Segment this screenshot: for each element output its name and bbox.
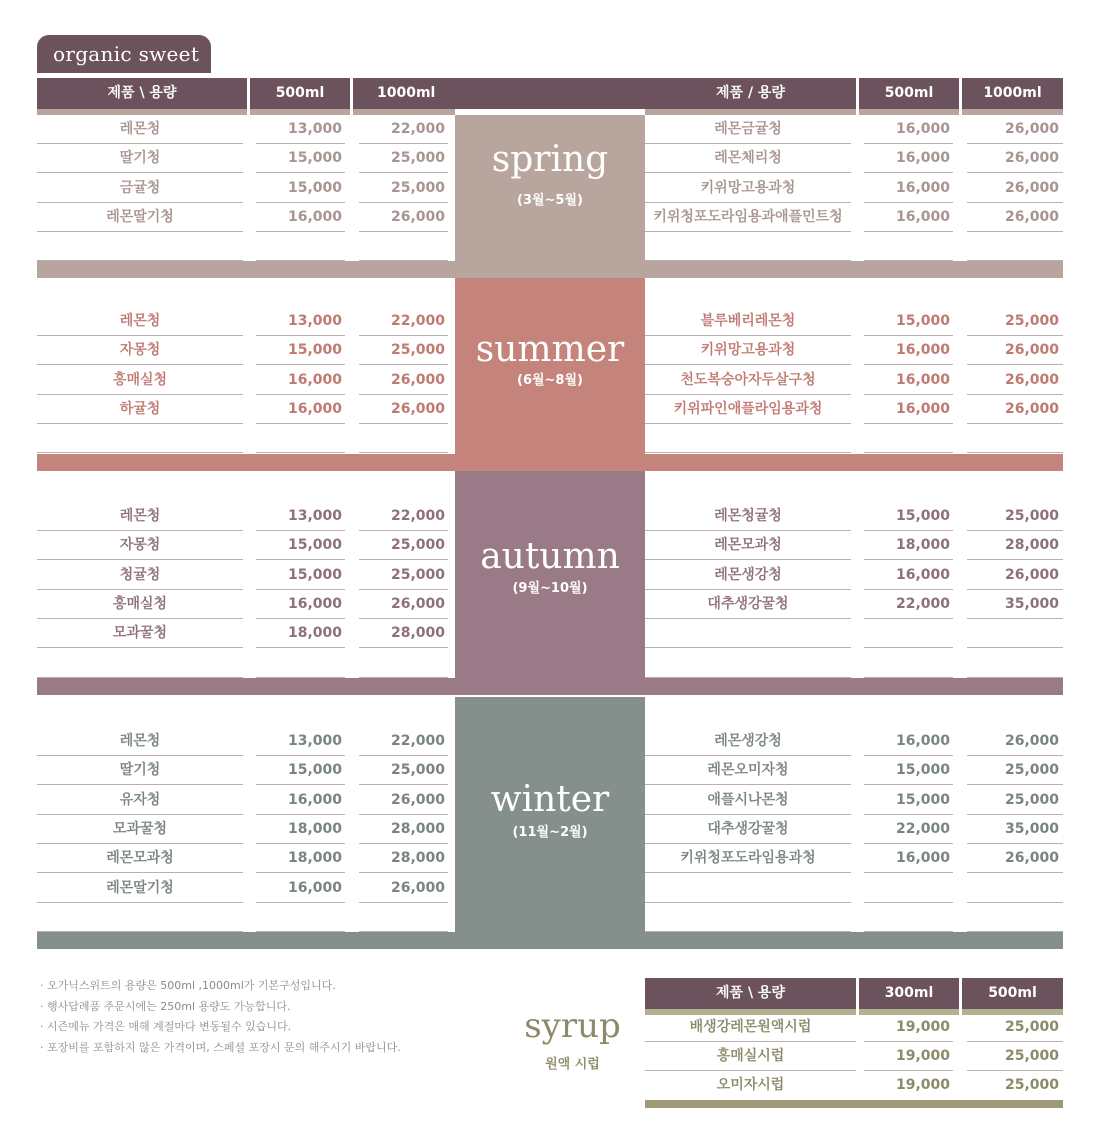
product-name: 딸기청 (37, 144, 243, 173)
product-name: 자몽청 (37, 531, 243, 560)
product-name: 홍매실청 (37, 366, 243, 395)
price-p1000: 26,000 (967, 366, 1063, 395)
syrup-subtitle: 원액 시럽 (545, 1057, 600, 1072)
brand-tab: organic sweet (37, 35, 211, 73)
product-name: 레몬청 (37, 115, 243, 144)
price-p1000: 26,000 (359, 203, 448, 232)
season-band (37, 454, 1063, 471)
empty-cell (967, 874, 1063, 903)
empty-cell (645, 619, 851, 648)
price-p500: 15,000 (256, 756, 345, 785)
price-p1000: 28,000 (359, 619, 448, 648)
price-p1000: 28,000 (967, 531, 1063, 560)
syrup-price-p500: 25,000 (1004, 1077, 1059, 1093)
empty-cell (359, 903, 448, 932)
price-p500: 16,000 (864, 203, 953, 232)
syrup-band (645, 1100, 1063, 1108)
price-p1000: 25,000 (359, 144, 448, 173)
price-p1000: 26,000 (967, 174, 1063, 203)
product-name: 레몬딸기청 (37, 203, 243, 232)
price-p500: 16,000 (864, 727, 953, 756)
empty-cell (864, 903, 953, 932)
header-left-500: 500ml (250, 78, 350, 109)
product-name: 레몬딸기청 (37, 874, 243, 903)
product-name: 키위망고용과청 (645, 336, 851, 365)
product-name: 레몬생강청 (645, 727, 851, 756)
product-name: 키위청포도라임용과청 (645, 844, 851, 873)
season-band (37, 932, 1063, 949)
price-p500: 13,000 (256, 115, 345, 144)
empty-cell (359, 232, 448, 261)
price-p500: 16,000 (864, 395, 953, 424)
syrup-price-p300: 19,000 (895, 1077, 950, 1093)
product-name: 레몬오미자청 (645, 756, 851, 785)
empty-cell (967, 232, 1063, 261)
product-name: 키위망고용과청 (645, 174, 851, 203)
product-name: 홍매실청 (37, 590, 243, 619)
price-p1000: 28,000 (359, 844, 448, 873)
price-p1000: 25,000 (967, 786, 1063, 815)
empty-cell (864, 874, 953, 903)
price-p1000: 22,000 (359, 307, 448, 336)
product-name: 레몬생강청 (645, 561, 851, 590)
price-p1000: 26,000 (359, 366, 448, 395)
price-p1000: 35,000 (967, 590, 1063, 619)
price-p500: 22,000 (864, 815, 953, 844)
empty-cell (645, 903, 851, 932)
price-p1000: 26,000 (359, 786, 448, 815)
price-p1000: 26,000 (967, 844, 1063, 873)
syrup-name: 배생강레몬원액시럽 (645, 1013, 856, 1042)
price-p1000: 26,000 (359, 590, 448, 619)
notes-list (40, 976, 480, 1058)
price-p500: 15,000 (864, 307, 953, 336)
syrup-name: 오미자시럽 (716, 1077, 785, 1093)
empty-cell (967, 424, 1063, 453)
price-p500: 16,000 (256, 203, 345, 232)
syrup-price-p500: 25,000 (967, 1042, 1063, 1071)
empty-cell (645, 874, 851, 903)
price-p500: 16,000 (864, 844, 953, 873)
product-name: 레몬청 (37, 727, 243, 756)
product-name: 레몬체리청 (645, 144, 851, 173)
price-p500: 15,000 (256, 144, 345, 173)
product-name: 대추생강꿀청 (645, 590, 851, 619)
empty-cell (256, 903, 345, 932)
season-name: autumn (480, 536, 620, 577)
season-band (37, 261, 1063, 278)
product-name: 키위파인애플라임용과청 (645, 395, 851, 424)
product-name: 모과꿀청 (37, 815, 243, 844)
price-p500: 16,000 (864, 336, 953, 365)
price-p1000: 26,000 (967, 336, 1063, 365)
price-p500: 16,000 (864, 144, 953, 173)
empty-cell (864, 232, 953, 261)
price-p500: 13,000 (256, 502, 345, 531)
note-item: · 행사답례품 주문시에는 250ml 용량도 가능합니다. (40, 999, 291, 1013)
price-p500: 18,000 (256, 844, 345, 873)
price-p500: 16,000 (256, 786, 345, 815)
empty-cell (256, 424, 345, 453)
header-right-1000: 1000ml (962, 78, 1063, 109)
syrup-header-300: 300ml (859, 978, 959, 1009)
empty-cell (864, 649, 953, 678)
price-p1000: 25,000 (967, 307, 1063, 336)
price-p1000: 25,000 (359, 174, 448, 203)
empty-cell (256, 232, 345, 261)
price-p500: 16,000 (256, 366, 345, 395)
price-p500: 16,000 (256, 395, 345, 424)
price-p1000: 25,000 (967, 502, 1063, 531)
price-p1000: 26,000 (359, 874, 448, 903)
price-p1000: 25,000 (359, 756, 448, 785)
product-name: 대추생강꿀청 (645, 815, 851, 844)
empty-cell (864, 424, 953, 453)
empty-cell (645, 424, 851, 453)
price-p1000: 22,000 (359, 502, 448, 531)
product-name: 레몬모과청 (37, 844, 243, 873)
price-p1000: 26,000 (967, 395, 1063, 424)
price-p500: 22,000 (864, 590, 953, 619)
note-item: · 포장비를 포함하지 않은 가격이며, 스페셜 포장시 문의 해주시기 바랍니다. (40, 1040, 401, 1054)
price-p1000: 25,000 (967, 756, 1063, 785)
header-right-500: 500ml (859, 78, 959, 109)
empty-cell (967, 619, 1063, 648)
empty-cell (967, 903, 1063, 932)
price-p500: 15,000 (864, 786, 953, 815)
empty-cell (645, 232, 851, 261)
price-p1000: 25,000 (359, 531, 448, 560)
price-p1000: 26,000 (967, 561, 1063, 590)
price-p1000: 35,000 (967, 815, 1063, 844)
price-p1000: 26,000 (967, 203, 1063, 232)
price-p1000: 22,000 (359, 727, 448, 756)
season-name: spring (491, 139, 609, 180)
syrup-header-500: 500ml (962, 978, 1063, 1009)
product-name: 딸기청 (37, 756, 243, 785)
empty-cell (967, 649, 1063, 678)
price-p500: 16,000 (864, 115, 953, 144)
product-name: 애플시나몬청 (645, 786, 851, 815)
price-p1000: 26,000 (967, 727, 1063, 756)
product-name: 레몬모과청 (645, 531, 851, 560)
product-name: 자몽청 (37, 336, 243, 365)
price-p500: 15,000 (256, 174, 345, 203)
note-item: · 오가닉스위트의 용량은 500ml ,1000ml가 기본구성입니다. (40, 979, 336, 992)
product-name: 모과꿀청 (37, 619, 243, 648)
note-item: · 시즌메뉴 가격은 매해 계절마다 변동될수 있습니다. (40, 1020, 292, 1033)
price-p500: 15,000 (864, 502, 953, 531)
product-name: 유자청 (37, 786, 243, 815)
season-name: winter (490, 779, 610, 820)
price-p500: 15,000 (256, 561, 345, 590)
empty-cell (37, 424, 243, 453)
season-name: summer (475, 329, 625, 370)
season-band (37, 678, 1063, 695)
empty-cell (37, 232, 243, 261)
syrup-price-p300: 19,000 (864, 1042, 953, 1071)
product-name: 레몬청 (37, 502, 243, 531)
product-name: 키위청포도라임용과애플민트청 (645, 203, 851, 232)
product-name: 천도복숭아자두살구청 (645, 366, 851, 395)
syrup-price-p300: 19,000 (864, 1013, 953, 1042)
price-p500: 13,000 (256, 727, 345, 756)
season-period: (9월~10월) (512, 581, 588, 596)
product-name: 금귤청 (37, 174, 243, 203)
syrup-price-p500: 25,000 (967, 1013, 1063, 1042)
price-p500: 16,000 (256, 590, 345, 619)
product-name: 블루베리레몬청 (645, 307, 851, 336)
price-p1000: 25,000 (359, 561, 448, 590)
price-p1000: 25,000 (359, 336, 448, 365)
price-p1000: 22,000 (359, 115, 448, 144)
price-p500: 18,000 (256, 619, 345, 648)
price-p500: 16,000 (864, 561, 953, 590)
price-p500: 13,000 (256, 307, 345, 336)
empty-cell (359, 649, 448, 678)
header-left-product: 제품 \ 용량 (37, 78, 247, 109)
syrup-header-product: 제품 \ 용량 (645, 978, 856, 1009)
syrup-title: syrup (524, 1006, 621, 1046)
price-p500: 18,000 (864, 531, 953, 560)
season-period: (11월~2월) (512, 825, 588, 840)
product-name: 레몬청귤청 (645, 502, 851, 531)
price-p500: 16,000 (256, 874, 345, 903)
empty-cell (645, 649, 851, 678)
season-period: (3월~5월) (517, 193, 583, 208)
header-right-product: 제품 / 용량 (645, 78, 856, 109)
product-name: 하귤청 (37, 395, 243, 424)
price-p500: 16,000 (864, 174, 953, 203)
syrup-name: 홍매실시럽 (645, 1042, 856, 1071)
header-left-1000: 1000ml (353, 78, 455, 109)
price-p1000: 26,000 (359, 395, 448, 424)
header-center-bar (455, 78, 645, 109)
price-p500: 16,000 (864, 366, 953, 395)
price-p1000: 28,000 (359, 815, 448, 844)
empty-cell (256, 649, 345, 678)
price-p500: 15,000 (864, 756, 953, 785)
empty-cell (864, 619, 953, 648)
empty-cell (37, 649, 243, 678)
price-p500: 18,000 (256, 815, 345, 844)
price-p1000: 26,000 (967, 144, 1063, 173)
price-p1000: 26,000 (967, 115, 1063, 144)
empty-cell (359, 424, 448, 453)
product-name: 청귤청 (37, 561, 243, 590)
price-p500: 15,000 (256, 336, 345, 365)
product-name: 레몬금귤청 (645, 115, 851, 144)
season-period: (6월~8월) (517, 373, 583, 388)
price-p500: 15,000 (256, 531, 345, 560)
product-name: 레몬청 (37, 307, 243, 336)
season-block-spring (455, 115, 645, 261)
empty-cell (37, 903, 243, 932)
